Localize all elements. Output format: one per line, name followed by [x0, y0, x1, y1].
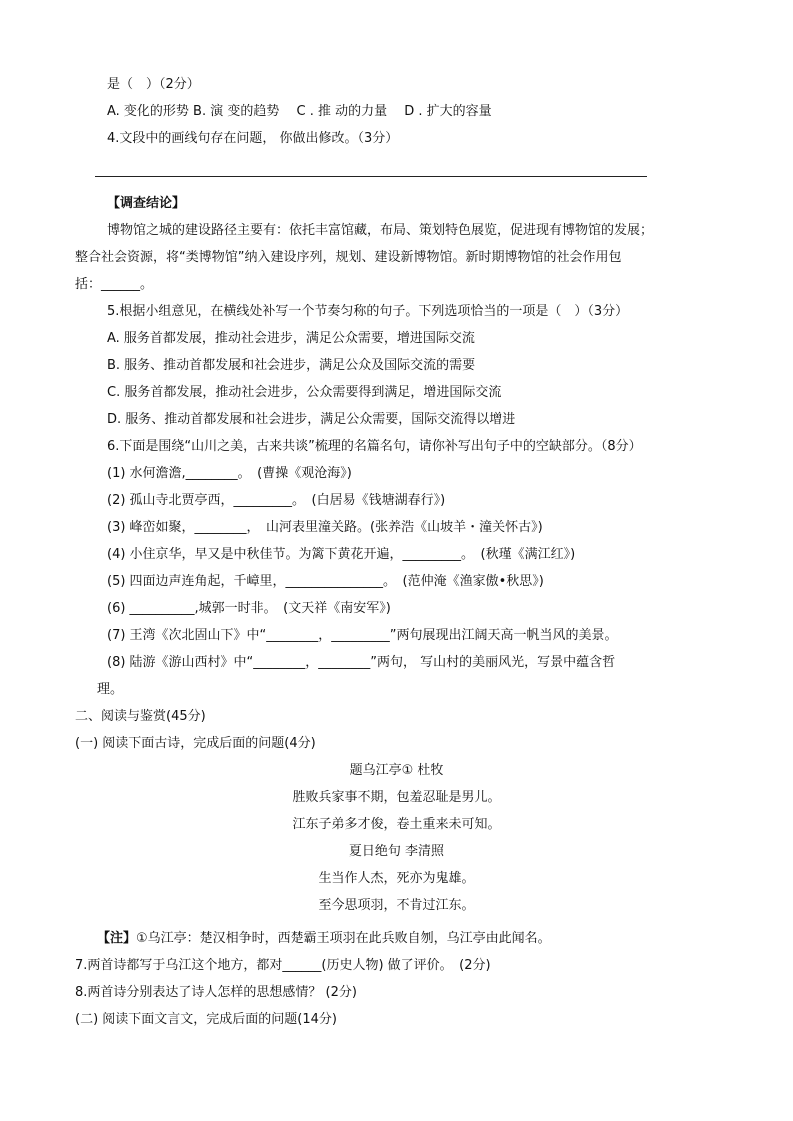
fill-blank-item: (2) 孤山寺北贾亭西，_________。 (白居易《钱塘湖春行》) [107, 493, 446, 508]
question-8: 8.两首诗分别表达了诗人怎样的思想感情？ (2分) [75, 985, 357, 1000]
fill-blank-item: (4) 小住京华，早又是中秋佳节。为篱下黄花开遍，_________。 (秋瑾《满江红》) [107, 547, 576, 562]
poem-line: 至今思项羽，不肯过江东。 [318, 898, 475, 913]
paragraph-line: 整合社会资源，将“类博物馆”纳入建设序列，规划、建设新博物馆。新时期博物馆的社会作用包 [75, 250, 622, 265]
fill-blank-item: (7) 王湾《次北固山下》中“________，_________”两句展现出江阔天高一帆当风的美景。 [107, 628, 618, 643]
subsection-heading-poem: (一) 阅读下面古诗，完成后面的问题(4分) [75, 736, 316, 751]
question-3-stem-tail: 是（ ）（2分） [107, 77, 200, 92]
question-4: 4.文段中的画线句存在问题， 你做出修改。（3分） [107, 131, 399, 146]
poem-line: 生当作人杰，死亦为鬼雄。 [318, 871, 475, 886]
paragraph-line: 博物馆之城的建设路径主要有：依托丰富馆藏，布局、策划特色展览，促进现有博物馆的发展； [107, 223, 654, 238]
fill-blank-item-continuation: 理。 [97, 682, 124, 697]
option-c: C. 服务首都发展，推动社会进步，公众需要得到满足，增进国际交流 [107, 385, 502, 400]
annotation-note [97, 930, 551, 948]
poem-title: 题乌江亭① 杜牧 [349, 763, 444, 778]
option-d: D. 服务、推动首都发展和社会进步，满足公众需要，国际交流得以增进 [107, 412, 516, 427]
question-6: 6.下面是围绕“山川之美，古来共谈”梳理的名篇名句，请你补写出句子中的空缺部分。（8分） [107, 439, 642, 454]
fill-blank-item: (5) 四面边声连角起，千嶂里，_______________。 (范仲淹《渔家傲•秋思》) [107, 574, 544, 589]
subsection-heading-classical: (二) 阅读下面文言文，完成后面的问题(14分) [75, 1012, 337, 1027]
poem-line: 胜败兵家事不期，包羞忍耻是男儿。 [292, 790, 501, 805]
paragraph-line: 括：______。 [75, 277, 154, 292]
question-5: 5.根据小组意见，在横线处补写一个节奏匀称的句子。下列选项恰当的一项是（ ）（3分） [107, 304, 629, 319]
answer-line [95, 176, 647, 177]
question-3-options: A. 变化的形势 B. 演 变的趋势 C . 推 动的力量 D . 扩大的容量 [107, 104, 492, 119]
poem-title: 夏日绝句 李清照 [348, 844, 445, 859]
annotation-text: ①乌江亭：楚汉相争时，西楚霸王项羽在此兵败自刎，乌江亭由此闻名。 [136, 931, 551, 946]
fill-blank-item: (3) 峰峦如聚，________， 山河表里潼关路。(张养浩《山坡羊・潼关怀古》) [107, 520, 543, 535]
fill-blank-item: (6) __________,城郭一时非。 (文天祥《南安军》) [107, 601, 391, 616]
annotation-label: 【注】 [97, 931, 137, 946]
fill-blank-item: (8) 陆游《游山西村》中“________，________”两句， 写山村的美丽风光，写景中蕴含哲 [107, 655, 616, 670]
fill-blank-item: (1) 水何澹澹,________。 (曹操《观沧海》) [107, 466, 352, 481]
section-heading-reading: 二、阅读与鉴赏(45分) [75, 709, 206, 724]
question-7: 7.两首诗都写于乌江这个地方，都对______(历史人物) 做了评价。 (2分) [75, 958, 491, 973]
section-heading-conclusion: 【调查结论】 [107, 196, 186, 211]
poem-line: 江东子弟多才俊，卷土重来未可知。 [292, 817, 501, 832]
option-b: B. 服务、推动首都发展和社会进步，满足公众及国际交流的需要 [107, 358, 476, 373]
option-a: A. 服务首都发展，推动社会进步，满足公众需要，增进国际交流 [107, 331, 475, 346]
